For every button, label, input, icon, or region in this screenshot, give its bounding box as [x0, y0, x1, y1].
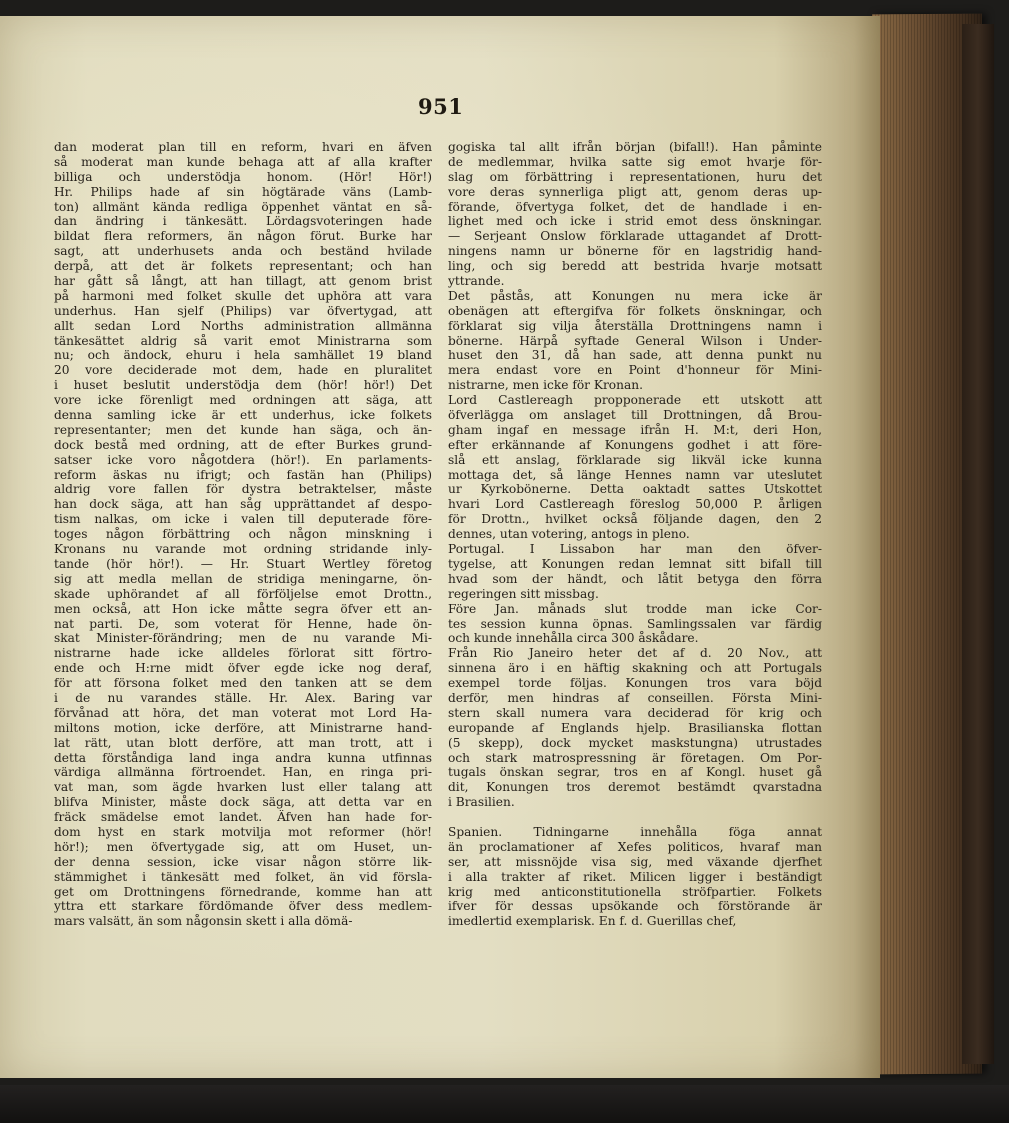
- text-line: vore deras synnerliga pligt att, genom deras up-: [448, 184, 822, 199]
- text-line: detta förståndiga land inga andra kunna utfinnas: [54, 750, 432, 765]
- text-line: dit, Konungen tros deremot bestämdt qvarstadna: [448, 780, 822, 795]
- text-line: för Drottn., hvilket också följande dagen, den 2: [448, 512, 822, 527]
- text-line: skade uphörandet af all förföljelse emot Drottn.,: [54, 586, 432, 601]
- text-line: toges någon förbättring och någon minskning i: [54, 527, 432, 542]
- text-line: men också, att Hon icke måtte segra öfver ett an-: [54, 601, 432, 616]
- text-line: Kronans nu varande mot ordning stridande inly-: [54, 542, 432, 557]
- text-line: ser, att missnöjde visa sig, med växande djerfhet: [448, 854, 822, 869]
- text-line: nistrarne, men icke för Kronan.: [448, 378, 643, 393]
- text-line: på harmoni med folket skulle det uphöra att vara: [54, 288, 432, 303]
- text-line: yttra ett starkare fördömande öfver dess medlem-: [54, 899, 432, 914]
- text-line: blifva Minister, måste dock säga, att detta var en: [54, 795, 432, 810]
- text-line: bildat flera reformers, än någon förut. Burke har: [54, 229, 432, 244]
- text-line: har gått så långt, att han tillagt, att genom brist: [54, 274, 432, 289]
- text-line: dom hyst en stark motvilja mot reformer (hör!: [54, 824, 432, 839]
- text-line: Spanien. Tidningarne innehålla föga annat: [448, 824, 822, 839]
- text-line: sinnena äro i en häftig skakning och att Portugals: [448, 661, 822, 676]
- text-line: (5 skepp), dock mycket maskstungna) utrustades: [448, 735, 822, 750]
- text-line: värdiga allmänna förtroendet. Han, en ringa pri-: [54, 765, 432, 780]
- text-line: nat parti. De, som voterat för Henne, hade ön-: [54, 616, 432, 631]
- text-line: gham ingaf en message ifrån H. M:t, deri Hon,: [448, 422, 822, 437]
- text-line: krig med anticonstitutionella ströfpartier. Folkets: [448, 884, 822, 899]
- text-line: och kunde innehålla circa 300 åskådare.: [448, 631, 699, 646]
- text-line: dan ändring i tänkesätt. Lördagsvoteringen hade: [54, 214, 432, 229]
- text-line: underhus. Han sjelf (Philips) var öfvertygad, att: [54, 303, 432, 318]
- text-line: i de nu varandes ställe. Hr. Alex. Baring var: [54, 690, 432, 705]
- text-line: hvari Lord Castlereagh föreslog 50,000 P. årligen: [448, 497, 822, 512]
- text-line: get om Drottningens förnedrande, komme han att: [54, 884, 432, 899]
- text-line: mera endast vore en Point d'honneur för Mini-: [448, 363, 822, 378]
- text-line: mottaga det, så länge Hennes namn var uteslutet: [448, 467, 822, 482]
- text-line: Det påstås, att Konungen nu mera icke är: [448, 288, 822, 303]
- text-line: europande af Englands hjelp. Brasilianska flottan: [448, 720, 822, 735]
- text-line: der denna session, icke visar någon större lik-: [54, 854, 432, 869]
- text-line: i huset beslutit understödja dem (hör! hör!) Det: [54, 378, 432, 393]
- text-line: ling, och sig beredd att bestrida hvarje motsatt: [448, 259, 822, 274]
- text-line: lighet med och icke i strid emot dess önskningar.: [448, 214, 822, 229]
- text-line: ifver för dessas upsökande och förstörande är: [448, 899, 822, 914]
- text-line: tänkesättet aldrig så varit emot Ministrarna som: [54, 333, 432, 348]
- text-line: yttrande.: [448, 274, 505, 289]
- text-line: imedlertid exemplarisk. En f. d. Guerillas chef,: [448, 914, 737, 929]
- text-line: gogiska tal allt ifrån början (bifall!). Han påminte: [448, 140, 822, 154]
- text-line: tes session kunna öpnas. Samlingssalen var färdig: [448, 616, 822, 631]
- text-line: Före Jan. månads slut trodde man icke Cor-: [448, 601, 822, 616]
- text-line: förvånad att höra, det man voterat mot Lord Ha-: [54, 705, 432, 720]
- text-line: ur Kyrkobönerne. Detta oaktadt sattes Utskottet: [448, 482, 822, 497]
- text-line: 20 vore deciderade mot dem, hade en pluralitet: [54, 363, 432, 378]
- text-line: dan moderat plan till en reform, hvari en äfven: [54, 140, 432, 154]
- text-line: dock bestå med ordning, att de efter Burkes grund-: [54, 437, 432, 452]
- book-cover: [962, 24, 994, 1064]
- text-line: bönerne. Härpå syftade General Wilson i Under-: [448, 333, 822, 348]
- page-number: 951: [418, 94, 464, 119]
- text-line: allt sedan Lord Norths administration allmänna: [54, 318, 432, 333]
- text-line: ningens namn ur bönerne för en lagstridig hand-: [448, 244, 822, 259]
- text-line: stämmighet i tänkesätt med folket, än vid försla-: [54, 869, 432, 884]
- text-line: huset den 31, då han sade, att denna punkt nu: [448, 348, 822, 363]
- text-line: nu; och ändock, ehuru i hela samhället 19 bland: [54, 348, 432, 363]
- text-line: exempel torde följas. Konungen tros vara böjd: [448, 676, 822, 691]
- text-line: sig att medla mellan de stridiga meningarne, ön-: [54, 571, 432, 586]
- text-line: aldrig vore fallen för dystra betraktelser, måste: [54, 482, 432, 497]
- text-line: derpå, att det är folkets representant; och han: [54, 259, 432, 274]
- text-line: och stark matrospressning är företagen. Om Por-: [448, 750, 822, 765]
- text-line: slag om förbättring i representationen, huru det: [448, 169, 822, 184]
- text-line: derför, men hindras af conseillen. Första Mini-: [448, 690, 822, 705]
- text-line: Portugal. I Lissabon har man den öfver-: [448, 542, 822, 557]
- text-line: billiga och understödja honom. (Hör! Hör!): [54, 169, 432, 184]
- text-line: satser icke voro någotdera (hör!). En parlaments-: [54, 452, 432, 467]
- text-line: tugals önskan segrar, tros en af Kongl. huset gå: [448, 765, 822, 780]
- text-line: ende och H:rne midt öfver egde icke nog deraf,: [54, 661, 432, 676]
- dark-background: [0, 1085, 1009, 1123]
- text-line: nistrarne hade icke alldeles förlorat sitt förtro-: [54, 646, 432, 661]
- text-line: för att försona folket med den tanken att se dem: [54, 676, 432, 691]
- text-line: stern skall numera vara deciderad för krig och: [448, 705, 822, 720]
- text-line: tism nalkas, om icke i valen till deputerade före-: [54, 512, 432, 527]
- text-line: vore icke förenligt med ordningen att säga, att: [54, 393, 432, 408]
- text-line: sagt, att underhusets anda och beständ hvilade: [54, 244, 432, 259]
- book-page: [0, 16, 880, 1078]
- text-line: tygelse, att Konungen redan lemnat sitt bifall till: [448, 556, 822, 571]
- text-line: reform äskas nu ifrigt; och fastän han (Philips): [54, 467, 432, 482]
- text-line: hvad som der händt, och låtit betyga den förra: [448, 571, 822, 586]
- text-line: dennes, utan votering, antogs in pleno.: [448, 527, 690, 542]
- text-line: miltons motion, icke derföre, att Ministrarne hand-: [54, 720, 432, 735]
- text-line: Hr. Philips hade af sin högtärade väns (Lamb-: [54, 184, 432, 199]
- text-line: i Brasilien.: [448, 795, 515, 810]
- text-line: Lord Castlereagh propponerade ett utskott att: [448, 393, 822, 408]
- text-line: tande (hör hör!). — Hr. Stuart Wertley företog: [54, 556, 432, 571]
- text-line: denna samling icke är ett underhus, icke folkets: [54, 408, 432, 423]
- text-line: förklarat sig vilja återställa Drottningens namn i: [448, 318, 822, 333]
- text-line: regeringen sitt missbag.: [448, 586, 599, 601]
- text-line: Från Rio Janeiro heter det af d. 20 Nov., att: [448, 646, 822, 661]
- text-line: han dock säga, att han såg upprättandet af despo-: [54, 497, 432, 512]
- text-line: hör!); men öfvertygade sig, att om Huset, un-: [54, 839, 432, 854]
- text-line: skat Minister-förändring; men de nu varande Mi-: [54, 631, 432, 646]
- text-line: vat man, som ägde hvarken lust eller talang att: [54, 780, 432, 795]
- text-line: lat rätt, utan blott derföre, att man trott, att i: [54, 735, 432, 750]
- text-line: obenägen att eftergifva för folkets önskningar, och: [448, 303, 822, 318]
- text-line: [448, 810, 822, 825]
- text-line: de medlemmar, hvilka satte sig emot hvarje för-: [448, 154, 822, 169]
- text-line: i alla trakter af riket. Milicen ligger i beständigt: [448, 869, 822, 884]
- text-line: öfverlägga om anslaget till Drottningen, då Brou-: [448, 408, 822, 423]
- text-line: förande, öfvertyga folket, det de handlade i en-: [448, 199, 822, 214]
- text-line: så moderat man kunde behaga att af alla krafter: [54, 154, 432, 169]
- text-line: slå ett anslag, förklarade sig likväl icke kunna: [448, 452, 822, 467]
- text-column-left: [54, 140, 432, 929]
- text-line: fräck smädelse emot landet. Äfven han hade for-: [54, 810, 432, 825]
- text-line: ton) allmänt kända redliga öppenhet väntat en så-: [54, 199, 432, 214]
- text-line: — Serjeant Onslow förklarade uttagandet af Drott-: [448, 229, 822, 244]
- text-line: än proclamationer af Xefes politicos, hvaraf man: [448, 839, 822, 854]
- text-line: representanter; men det kunde han säga, och än-: [54, 422, 432, 437]
- text-line: efter erkännande af Konungens godhet i att före-: [448, 437, 822, 452]
- text-line: mars valsätt, än som någonsin skett i alla dömä-: [54, 914, 353, 929]
- text-column-right: [448, 140, 822, 929]
